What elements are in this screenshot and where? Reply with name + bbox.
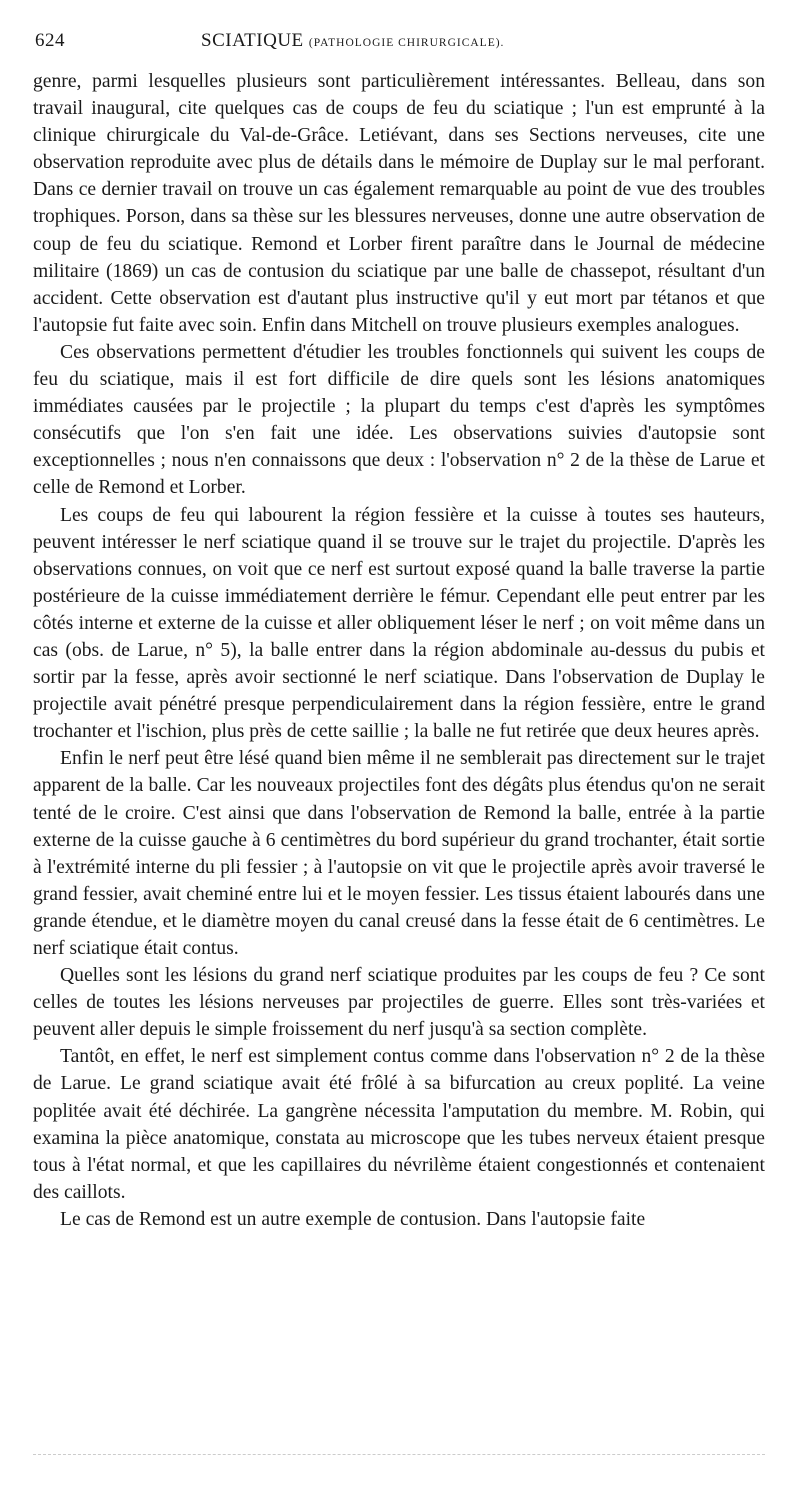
paragraph-5: Quelles sont les lésions du grand nerf sciatique produites par les coups de feu ? Ce sont celles de toutes les lésions nerveuses par projectiles de guerre. Elles sont très-variées et peuvent aller depuis le simple froissement du nerf jusqu'à sa section complète. xyxy=(33,965,765,1041)
page-number: 624 xyxy=(35,30,65,51)
paragraph-6: Tantôt, en effet, le nerf est simplement contus comme dans l'observation n° 2 de la thèse de Larue. Le grand sciatique avait été frôlé à sa bifurcation au creux poplité. La veine poplitée avait été déchirée. La gangrène nécessita l'amputation du membre. M. Robin, qui examina la pièce anatomique, constata au microscope que les tubes nerveux étaient presque tous à l'état normal, et que les capillaires du névrilème étaient congestionnés et contenaient des caillots. xyxy=(33,1046,765,1203)
paragraph-1: genre, parmi lesquelles plusieurs sont particulièrement intéressantes. Belleau, dans son travail inaugural, cite quelques cas de coups de feu du sciatique ; l'un est emprunté à la clinique chirurgicale du Val-de-Grâce. Letiévant, dans ses Sections nerveuses, cite une observation reproduite avec plus de détails dans le mémoire de Duplay sur le mal perforant. Dans ce dernier travail on trouve un cas également remarquable au point de vue des troubles trophiques. Porson, dans sa thèse sur les blessures nerveuses, donne une autre observation de coup de feu du sciatique. Remond et Lorber firent paraître dans le Journal de médecine militaire (1869) un cas de contusion du sciatique par une balle de chassepot, résultant d'un accident. Cette observation est d'autant plus instructive qu'il y eut mort par tétanos et que l'autopsie fut faite avec soin. Enfin dans Mitchell on trouve plusieurs exemples analogues. xyxy=(33,71,765,336)
running-header xyxy=(33,30,765,58)
running-title-subtitle: (PATHOLOGIE CHIRURGICALE). xyxy=(308,37,505,49)
running-title xyxy=(201,30,504,52)
paragraph-4: Enfin le nerf peut être lésé quand bien même il ne semblerait pas directement sur le trajet apparent de la balle. Car les nouveaux projectiles font des dégâts plus étendus qu'on ne serait tenté de le croire. C'est ainsi que dans l'observation de Remond la balle, entrée à la partie externe de la cuisse gauche à 6 centimètres du bord supérieur du grand trochanter, était sortie à l'extrémité interne du pli fessier ; à l'autopsie on vit que le projectile après avoir traversé le grand fessier, avait cheminé entre lui et le moyen fessier. Les tissus étaient labourés dans une grande étendue, et le diamètre moyen du canal creusé dans la fesse était de 6 centimètres. Le nerf sciatique était contus. xyxy=(33,748,765,959)
paragraph-2: Ces observations permettent d'étudier les troubles fonctionnels qui suivent les coups de feu du sciatique, mais il est fort difficile de dire quels sont les lésions anatomiques immédiates causées par le projectile ; la plupart du temps c'est d'après les symptômes consécutifs que l'on s'en fait une idée. Les observations suivies d'autopsie sont exceptionnelles ; nous n'en connaissons que deux : l'observation n° 2 de la thèse de Larue et celle de Remond et Lorber. xyxy=(33,341,765,499)
paragraph-3: Les coups de feu qui labourent la région fessière et la cuisse à toutes ses hauteurs, peuvent intéresser le nerf sciatique quand il se trouve sur le trajet du projectile. D'après les observations connues, on voit que ce nerf est surtout exposé quand la balle traverse la partie postérieure de la cuisse immédiatement derrière le fémur. Cependant elle peut entrer par les côtés interne et externe de la cuisse et aller obliquement léser le nerf ; on voit même dans un cas (obs. de Larue, n° 5), la balle entrer dans la région abdominale au-dessus du pubis et sortir par la fesse, après avoir sectionné le nerf sciatique. Dans l'observation de Duplay le projectile avait pénétré presque perpendiculairement dans la région fessière, entre le grand trochanter et l'ischion, plus près de cette saillie ; la balle ne fut retirée que deux heures après. xyxy=(33,504,765,743)
footer-rule xyxy=(33,1454,765,1455)
body-text xyxy=(33,68,765,1233)
running-title-main: SCIATIQUE xyxy=(201,30,304,51)
book-page xyxy=(33,30,765,1233)
paragraph-7: Le cas de Remond est un autre exemple de contusion. Dans l'autopsie faite xyxy=(60,1208,646,1230)
